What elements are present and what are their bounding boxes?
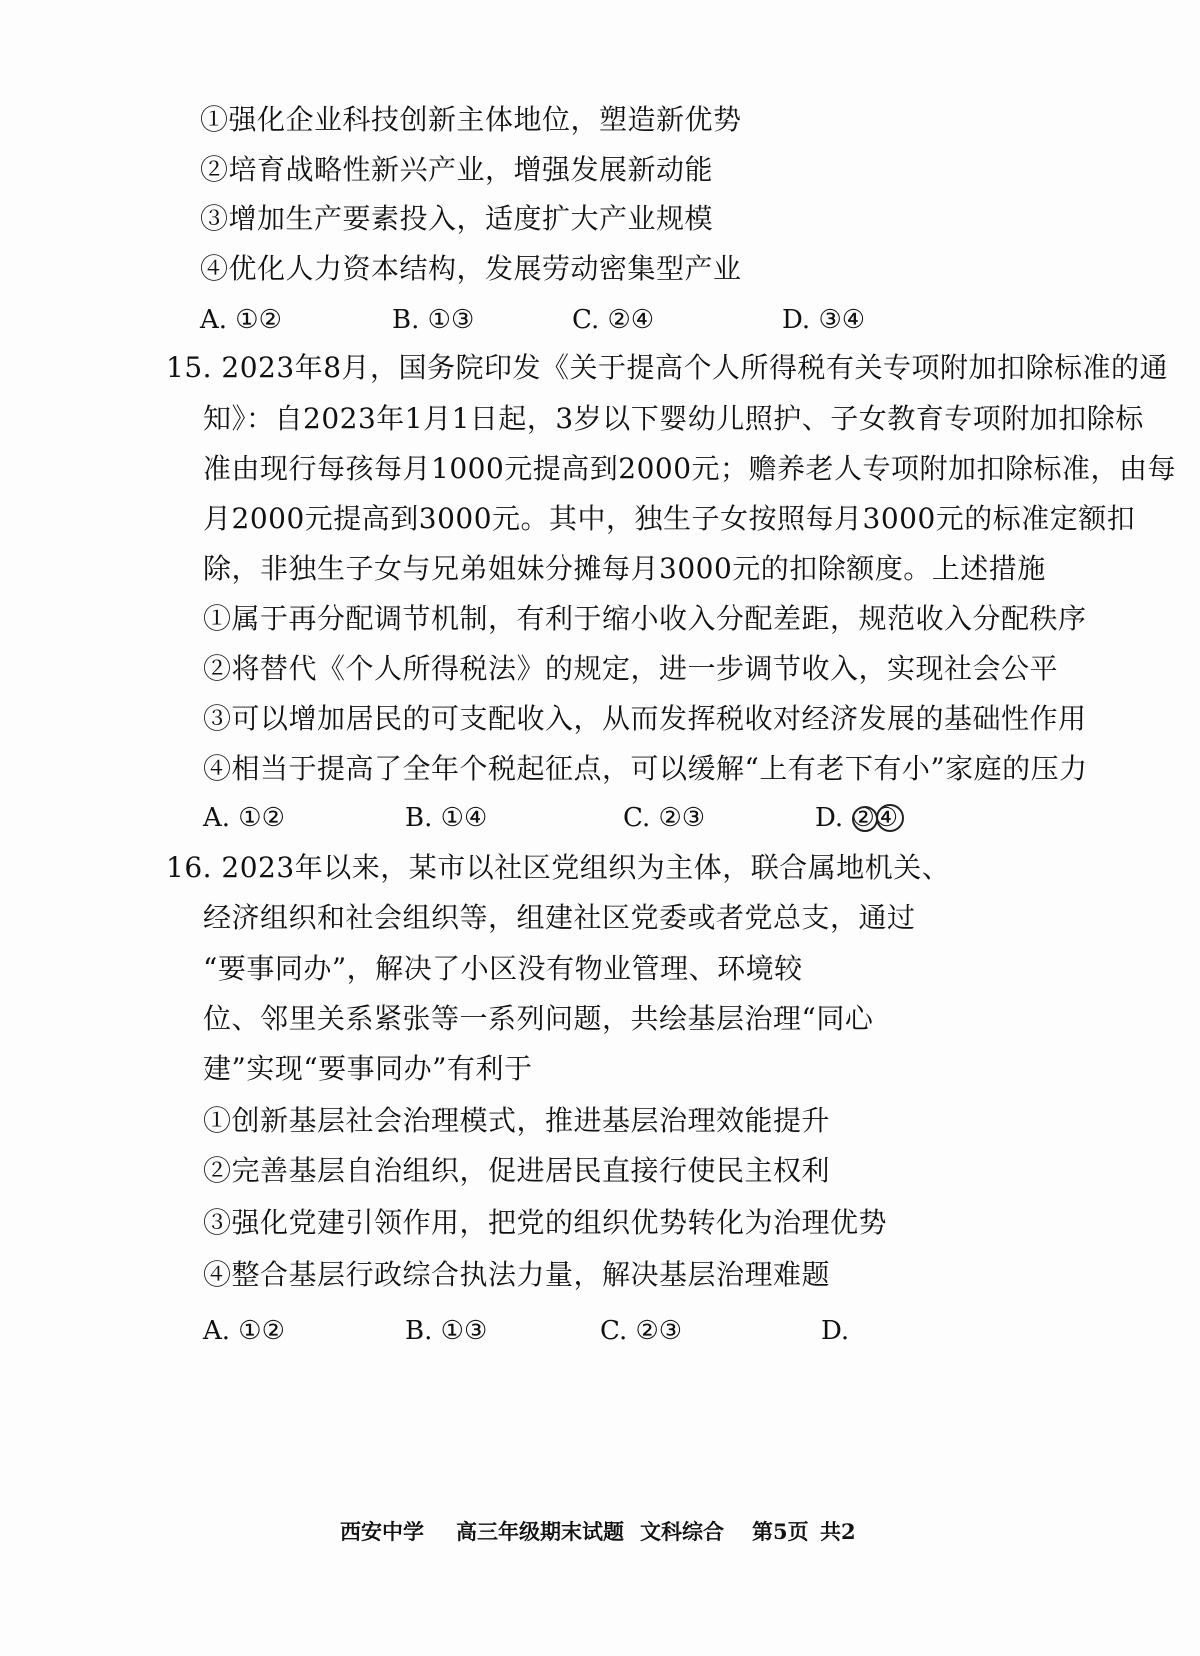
q14-option-4: ④优化人力资本结构，发展劳动密集型产业 (200, 252, 742, 285)
q14-option-2: ②培育战略性新兴产业，增强发展新动能 (200, 153, 714, 186)
footer-page: 第5页 (752, 1519, 809, 1544)
q16-option-3: ③强化党建引领作用，把党的组织优势转化为治理优势 (203, 1206, 888, 1239)
q15-choice-d: D. ②④ (815, 803, 899, 833)
q15-choice-b: B. ①④ (405, 803, 488, 833)
q16-option-2: ②完善基层自治组织，促进居民直接行使民主权利 (203, 1154, 831, 1187)
footer-exam: 高三年级期末试题 (456, 1519, 624, 1544)
q16-stem-line-4: 位、邻里关系紧张等一系列问题，共绘基层治理“同心 (203, 1002, 874, 1035)
q15-stem-line-4: 月2000元提高到3000元。其中，独生子女按照每月3000元的标准定额扣 (203, 502, 1136, 535)
q14-option-3: ③增加生产要素投入，适度扩大产业规模 (200, 202, 714, 235)
q16-stem-line-3: “要事同办”，解决了小区没有物业管理、环境较 (203, 952, 803, 985)
handwritten-circle-mark (876, 804, 904, 832)
q15-stem-line-5: 除，非独生子女与兄弟姐妹分摊每月3000元的扣除额度。上述措施 (203, 552, 1046, 585)
q15-stem-line-1: 15. 2023年8月，国务院印发《关于提高个人所得税有关专项附加扣除标准的通 (166, 351, 1169, 384)
footer-total: 共2 (820, 1519, 856, 1544)
q14-option-1: ①强化企业科技创新主体地位，塑造新优势 (200, 103, 742, 136)
q15-choice-c: C. ②③ (623, 803, 706, 833)
q14-choice-a: A. ①② (200, 305, 282, 335)
q16-option-1: ①创新基层社会治理模式，推进基层治理效能提升 (203, 1104, 831, 1137)
q16-stem-line-1: 16. 2023年以来，某市以社区党组织为主体，联合属地机关、 (166, 851, 951, 884)
q16-choice-d: D. (821, 1316, 850, 1346)
footer-subject: 文科综合 (640, 1519, 724, 1544)
q15-option-1: ①属于再分配调节机制，有利于缩小收入分配差距，规范收入分配秩序 (203, 602, 1087, 635)
q15-choice-a: A. ①② (203, 803, 285, 833)
q16-stem-line-2: 经济组织和社会组织等，组建社区党委或者党总支，通过 (203, 901, 916, 934)
q15-option-2: ②将替代《个人所得税法》的规定，进一步调节收入，实现社会公平 (203, 652, 1059, 685)
q15-option-4: ④相当于提高了全年个税起征点，可以缓解“上有老下有小”家庭的压力 (203, 752, 1088, 785)
q15-stem-line-2: 知》：自2023年1月1日起，3岁以下婴幼儿照护、子女教育专项附加扣除标 (203, 402, 1144, 435)
q14-choice-b: B. ①③ (392, 305, 475, 335)
q16-option-4: ④整合基层行政综合执法力量，解决基层治理难题 (203, 1258, 831, 1291)
footer-school: 西安中学 (340, 1519, 424, 1544)
q14-choice-c: C. ②④ (572, 305, 655, 335)
q14-choice-d: D. ③④ (782, 305, 866, 335)
q16-choice-a: A. ①② (203, 1316, 285, 1346)
q16-choice-c: C. ②③ (600, 1316, 683, 1346)
q15-stem-line-3: 准由现行每孩每月1000元提高到2000元；赡养老人专项附加扣除标准，由每 (203, 452, 1177, 485)
q16-choice-b: B. ①③ (405, 1316, 488, 1346)
handwritten-circle-mark (852, 806, 878, 832)
q15-option-3: ③可以增加居民的可支配收入，从而发挥税收对经济发展的基础性作用 (203, 702, 1087, 735)
q16-stem-line-5: 建”实现“要事同办”有利于 (203, 1052, 533, 1085)
